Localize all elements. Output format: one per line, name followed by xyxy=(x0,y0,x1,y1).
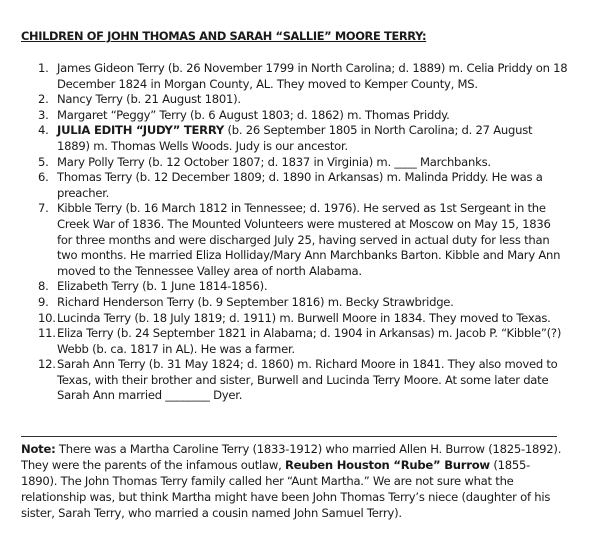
note-text-part-2: (1855-1890). The John Thomas Terry family called her “Aunt Martha.” We are not sure what the relationship was, but think Martha might have been John Thomas Terry’s niece (daughter of his sister, Sarah Terry, who married a cousin named John Samuel Terry). xyxy=(21,458,551,520)
child-entry-text: Eliza Terry (b. 24 September 1821 in Alabama; d. 1904 in Arkansas) m. Jacob P. “Kibble”(?) Webb (b. ca. 1817 in AL). He was a farmer. xyxy=(57,326,562,356)
child-list-item xyxy=(28,326,568,357)
list-number: 1. xyxy=(38,61,49,75)
list-number: 6. xyxy=(38,170,49,185)
children-list xyxy=(28,61,568,404)
child-entry-text: James Gideon Terry (b. 26 November 1799 in North Carolina; d. 1889) m. Celia Priddy on 18 December 1824 in Morgan County, AL. They moved to Kemper County, MS. xyxy=(57,61,568,91)
child-list-item xyxy=(28,155,568,171)
child-entry-text: Elizabeth Terry (b. 1 June 1814-1856). xyxy=(57,279,268,294)
child-entry-text: Richard Henderson Terry (b. 9 September 1816) m. Becky Strawbridge. xyxy=(57,294,454,309)
child-list-item xyxy=(28,295,568,311)
list-number: 3. xyxy=(38,107,49,122)
list-number: 10. xyxy=(38,310,56,325)
child-entry-text: Sarah Ann Terry (b. 31 May 1824; d. 1860) m. Richard Moore in 1841. They also moved to Texas, with their brother and sister, Burwell and Lucinda Terry Moore. At some later date Sarah Ann married ________ Dyer. xyxy=(57,357,558,403)
list-number: 5. xyxy=(38,154,49,169)
child-list-item xyxy=(28,201,568,279)
child-list-item xyxy=(28,92,568,108)
list-number: 2. xyxy=(38,92,49,107)
list-number: 4. xyxy=(38,123,49,138)
ancestor-name: JULIA EDITH “JUDY” TERRY xyxy=(57,123,225,138)
child-list-item xyxy=(28,123,568,154)
child-entry-text: Mary Polly Terry (b. 12 October 1807; d. 1837 in Virginia) m. ____ Marchbanks. xyxy=(57,154,491,169)
list-number: 11. xyxy=(38,326,56,341)
note-text-part-1: There was a Martha Caroline Terry (1833-1912) who married Allen H. Burrow (1825-1892). They were the parents of the infamous outlaw, xyxy=(21,442,562,472)
child-entry-text: Thomas Terry (b. 12 December 1809; d. 1890 in Arkansas) m. Malinda Priddy. He was a preacher. xyxy=(57,170,543,200)
list-number: 8. xyxy=(38,279,49,294)
child-entry-text: (b. 26 September 1805 in North Carolina; d. 27 August 1889) m. Thomas Wells Woods. Judy is our ancestor. xyxy=(57,123,533,153)
child-list-item xyxy=(28,311,568,327)
list-number: 7. xyxy=(38,201,49,216)
list-number: 9. xyxy=(38,294,49,309)
note-paragraph xyxy=(21,441,566,521)
child-list-item xyxy=(28,170,568,201)
child-list-item xyxy=(28,357,568,404)
document-heading: CHILDREN OF JOHN THOMAS AND SARAH “SALLIE” MOORE TERRY: xyxy=(21,29,427,43)
child-entry-text: Kibble Terry (b. 16 March 1812 in Tennessee; d. 1976). He served as 1st Sergeant in the Creek War of 1836. The Mounted Volunteers were mustered at Moscow on May 15, 1836 for three months and were discharged July 25, having served in actual duty for less than two months. He married Eliza Holliday/Mary Ann Marchbanks Barton. Kibble and Mary Ann moved to the Tennessee Valley area of north Alabama. xyxy=(57,201,561,278)
section-divider xyxy=(21,436,557,437)
child-entry-text: Margaret “Peggy” Terry (b. 6 August 1803; d. 1862) m. Thomas Priddy. xyxy=(57,107,450,122)
child-entry-text: Lucinda Terry (b. 18 July 1819; d. 1911) m. Burwell Moore in 1834. They moved to Texas. xyxy=(57,310,551,325)
child-list-item xyxy=(28,279,568,295)
child-list-item xyxy=(28,61,568,92)
note-label: Note: xyxy=(21,442,56,456)
child-entry-text: Nancy Terry (b. 21 August 1801). xyxy=(57,92,241,107)
list-number: 12. xyxy=(38,357,56,372)
note-outlaw-name: Reuben Houston “Rube” Burrow xyxy=(284,458,490,472)
child-list-item xyxy=(28,108,568,124)
